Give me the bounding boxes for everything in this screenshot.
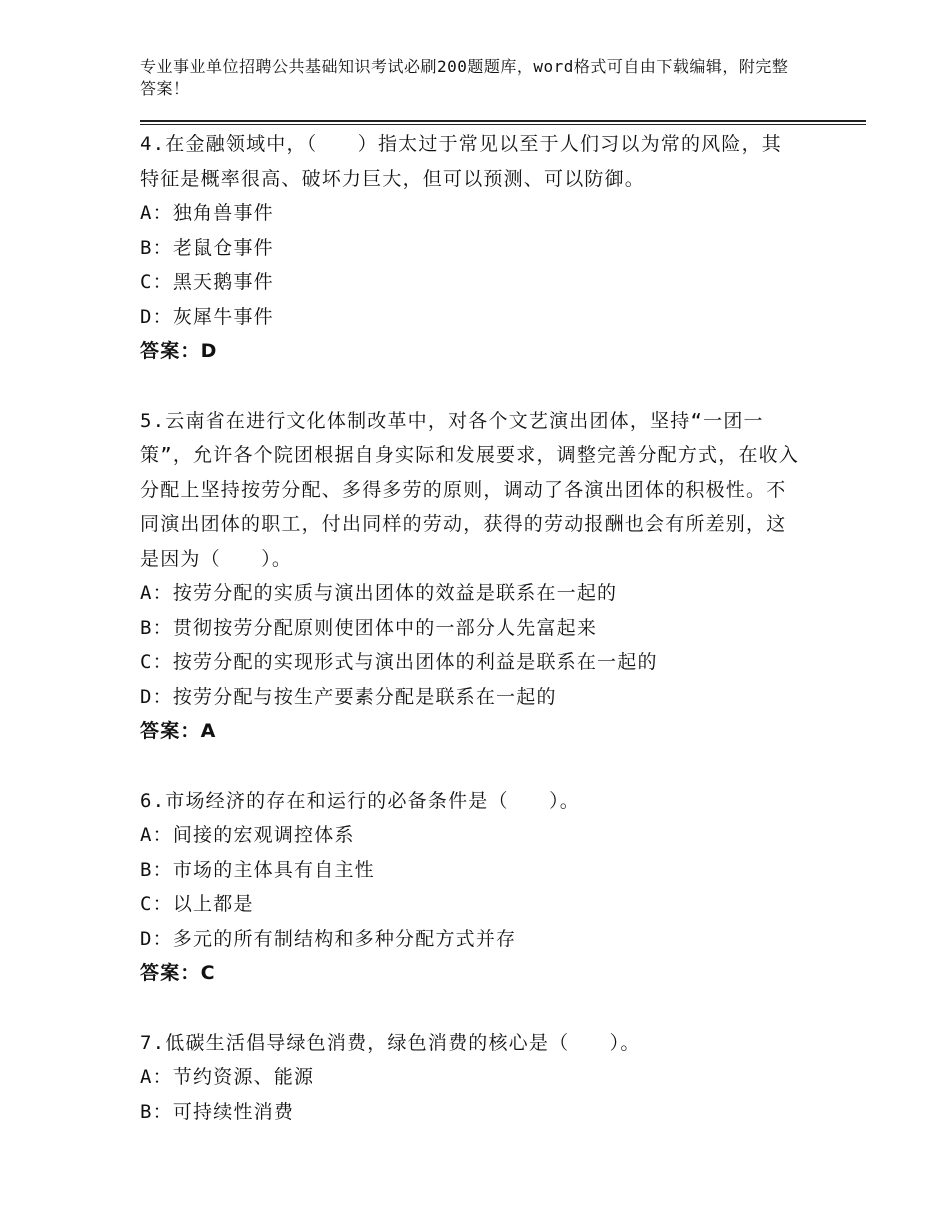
spacer [140, 369, 800, 403]
option-b: B：老鼠仓事件 [140, 236, 274, 259]
answer-label: 答案：A [140, 720, 217, 742]
question-stem: 6.市场经济的存在和运行的必备条件是（ ）。 [140, 789, 580, 812]
option-a: A：节约资源、能源 [140, 1066, 315, 1088]
answer-label: 答案：C [140, 962, 216, 984]
header-divider-thin [140, 124, 866, 125]
option-d: D：按劳分配与按生产要素分配是联系在一起的 [140, 685, 557, 708]
option-b: B：贯彻按劳分配原则使团体中的一部分人先富起来 [140, 616, 598, 639]
option-d: D：多元的所有制结构和多种分配方式并存 [140, 927, 517, 950]
option-c: C：按劳分配的实现形式与演出团体的利益是联系在一起的 [140, 651, 658, 673]
option-b: B：市场的主体具有自主性 [140, 858, 375, 881]
question-list [140, 126, 800, 1129]
option-a: A：间接的宏观调控体系 [140, 824, 355, 846]
header-divider-thick [140, 120, 866, 122]
question-stem: 7.低碳生活倡导绿色消费，绿色消费的核心是（ ）。 [140, 1031, 641, 1054]
question-4 [140, 127, 800, 369]
document-header: 专业事业单位招聘公共基础知识考试必刷200题题库，word格式可自由下载编辑，附完整答案！ [140, 57, 789, 98]
question-stem: 4.在金融领域中，（ ）指太过于常见以至于人们习以为常的风险，其特征是概率很高、破坏力巨大，但可以预测、可以防御。 [140, 133, 782, 190]
answer-label: 答案：D [140, 340, 218, 362]
question-stem: 5.云南省在进行文化体制改革中，对各个文艺演出团体，坚持“一团一策”，允许各个院团根据自身实际和发展要求，调整完善分配方式，在收入分配上坚持按劳分配、多得多劳的原则，调动了各演出团体的积极性。不同演出团体的职工，付出同样的劳动，获得的劳动报酬也会有所差别，这是因为（ ）。 [140, 409, 800, 570]
question-7 [140, 1026, 800, 1130]
spacer [140, 991, 800, 1025]
option-a: A：独角兽事件 [140, 202, 274, 224]
option-b: B：可持续性消费 [140, 1100, 295, 1123]
option-a: A：按劳分配的实质与演出团体的效益是联系在一起的 [140, 582, 618, 604]
question-6 [140, 784, 800, 991]
option-d: D：灰犀牛事件 [140, 305, 274, 328]
option-c: C：黑天鹅事件 [140, 271, 274, 293]
question-5 [140, 404, 800, 749]
spacer [140, 749, 800, 783]
option-c: C：以上都是 [140, 893, 254, 915]
